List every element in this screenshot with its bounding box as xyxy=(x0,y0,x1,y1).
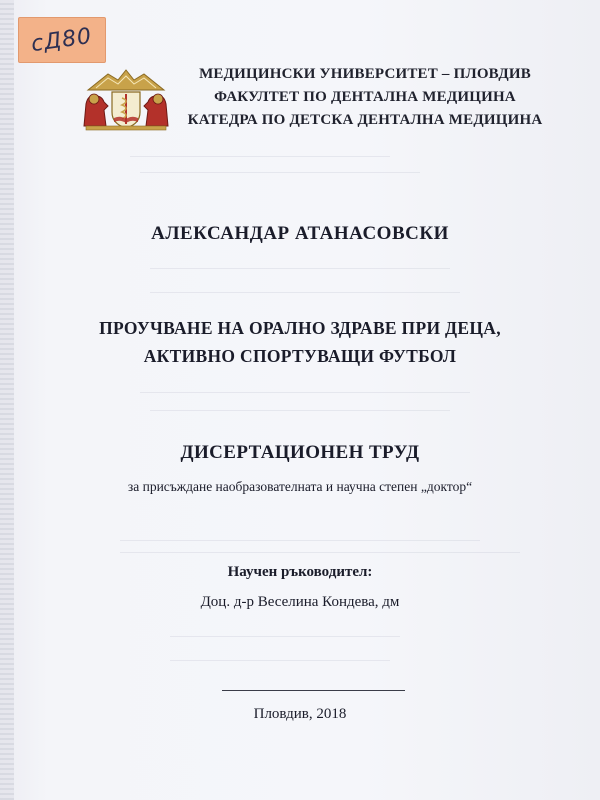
archive-sticker xyxy=(18,17,106,63)
advisor-name: Доц. д-р Веселина Кондева, дм xyxy=(200,594,400,610)
title-line-2: АКТИВНО СПОРТУВАЩИ ФУТБОЛ xyxy=(143,346,457,366)
degree-note: за присъждане наобразователната и научна степен „доктор“ xyxy=(127,479,473,494)
dissertation-title xyxy=(0,314,600,370)
author-name: АЛЕКСАНДАР АТАНАСОВСКИ xyxy=(151,223,449,244)
institution-header xyxy=(180,63,550,132)
university-crest-icon xyxy=(78,66,174,132)
advisor-label: Научен ръководител: xyxy=(227,564,373,580)
document-type: ДИСЕРТАЦИОНЕН ТРУД xyxy=(180,442,420,463)
title-line-1: ПРОУЧВАНЕ НА ОРАЛНО ЗДРАВЕ ПРИ ДЕЦА, xyxy=(99,318,501,338)
sticker-label: сД80 xyxy=(29,23,95,57)
divider-line xyxy=(222,690,405,691)
department-name: КАТЕДРА ПО ДЕТСКА ДЕНТАЛНА МЕДИЦИНА xyxy=(187,112,543,128)
place-and-year: Пловдив, 2018 xyxy=(253,706,347,722)
binding-holes xyxy=(0,0,14,800)
university-name: МЕДИЦИНСКИ УНИВЕРСИТЕТ – ПЛОВДИВ xyxy=(199,66,531,82)
faculty-name: ФАКУЛТЕТ ПО ДЕНТАЛНА МЕДИЦИНА xyxy=(214,89,516,105)
